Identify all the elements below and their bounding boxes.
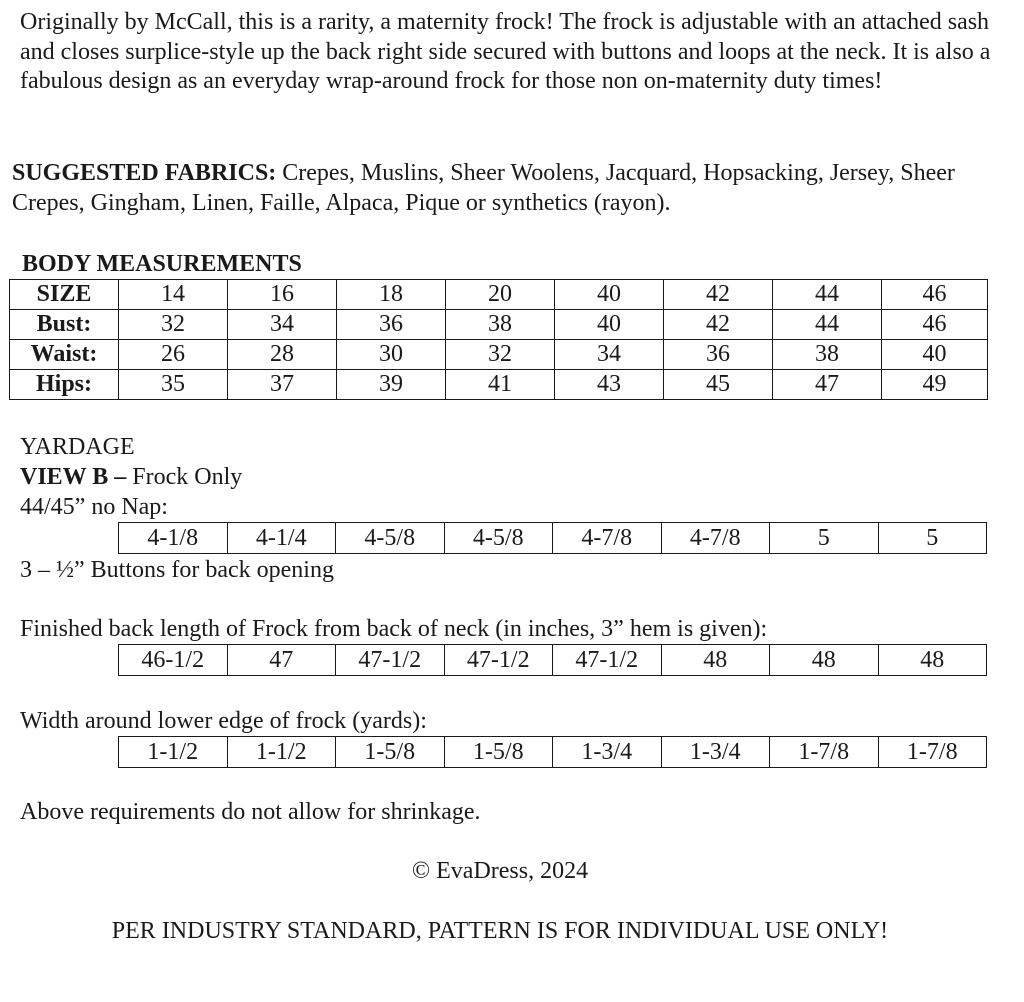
table-cell: 40 [555,310,664,340]
table-row [10,280,988,310]
table-cell: 47-1/2 [444,645,553,676]
hem-width-row [119,737,987,768]
back-length-label: Finished back length of Frock from back of neck (in inches, 3” hem is given): [20,616,768,642]
table-cell: 46-1/2 [119,645,228,676]
table-cell: 36 [664,340,773,370]
table-cell: 43 [555,370,664,400]
table-cell: 45 [664,370,773,400]
body-measurements-table [9,279,988,400]
view-text: Frock Only [126,464,243,490]
table-cell: 47-1/2 [553,645,662,676]
table-cell: 48 [878,645,987,676]
table-cell: 4-1/4 [227,523,336,554]
row-label: Bust: [10,310,119,340]
table-cell: 41 [446,370,555,400]
table-cell: 1-3/4 [661,737,770,768]
usage-disclaimer: PER INDUSTRY STANDARD, PATTERN IS FOR INDIVIDUAL USE ONLY! [111,918,889,944]
table-cell: 18 [337,280,446,310]
table-cell: 1-3/4 [553,737,662,768]
row-label: SIZE [10,280,119,310]
table-cell: 47 [773,370,882,400]
table-cell: 5 [770,523,879,554]
hem-width-table [118,736,987,768]
table-cell: 34 [228,310,337,340]
table-cell: 47 [227,645,336,676]
yardage-row [119,523,987,554]
fabric-width-label: 44/45” no Nap: [20,494,168,520]
view-heading [20,462,242,492]
table-cell: 1-5/8 [336,737,445,768]
table-cell: 32 [119,310,228,340]
row-label: Hips: [10,370,119,400]
table-cell: 40 [882,340,988,370]
description-paragraph: Originally by McCall, this is a rarity, a maternity frock! The frock is adjustable with an attached sash and closes surplice-style up the back right side secured with buttons and loops at the neck. It is also a fabulous design as an everyday wrap-around frock for those non on-maternity duty times! [20,9,991,94]
view-label: VIEW B – [20,464,127,490]
back-length-table [118,644,987,676]
table-cell: 46 [882,280,988,310]
table-cell: 4-7/8 [553,523,662,554]
copyright-notice: © EvaDress, 2024 [411,858,589,884]
yardage-table [118,522,987,554]
hem-width-label: Width around lower edge of frock (yards): [20,708,427,734]
table-cell: 1-7/8 [770,737,879,768]
row-label: Waist: [10,340,119,370]
table-cell: 46 [882,310,988,340]
shrinkage-note: Above requirements do not allow for shrinkage. [20,799,481,825]
table-cell: 4-5/8 [336,523,445,554]
table-cell: 1-1/2 [227,737,336,768]
yardage-title: YARDAGE [20,434,135,460]
table-cell: 30 [337,340,446,370]
table-cell: 44 [773,280,882,310]
back-length-row [119,645,987,676]
table-cell: 1-5/8 [444,737,553,768]
table-cell: 26 [119,340,228,370]
buttons-note: 3 – ½” Buttons for back opening [20,557,334,583]
table-cell: 32 [446,340,555,370]
table-cell: 34 [555,340,664,370]
table-cell: 4-7/8 [661,523,770,554]
table-cell: 20 [446,280,555,310]
table-cell: 14 [119,280,228,310]
table-cell: 36 [337,310,446,340]
table-cell: 38 [773,340,882,370]
table-cell: 49 [882,370,988,400]
table-cell: 44 [773,310,882,340]
table-cell: 42 [664,280,773,310]
table-cell: 48 [661,645,770,676]
table-row [10,370,988,400]
table-cell: 40 [555,280,664,310]
suggested-fabrics-text: Crepes, Muslins, Sheer Woolens, Jacquard, Hopsacking, Jersey, Sheer Crepes, Gingham, Linen, Faille, Alpaca, Pique or synthetics (rayon). [12,160,955,216]
suggested-fabrics [12,158,1012,218]
suggested-fabrics-label: SUGGESTED FABRICS: [12,160,277,186]
table-cell: 16 [228,280,337,310]
table-cell: 35 [119,370,228,400]
table-row [10,340,988,370]
table-cell: 39 [337,370,446,400]
table-cell: 1-7/8 [878,737,987,768]
table-cell: 4-1/8 [119,523,228,554]
table-cell: 37 [228,370,337,400]
table-cell: 48 [770,645,879,676]
table-cell: 42 [664,310,773,340]
table-cell: 47-1/2 [336,645,445,676]
table-cell: 4-5/8 [444,523,553,554]
table-cell: 28 [228,340,337,370]
body-measurements-title: BODY MEASUREMENTS [22,251,302,277]
table-cell: 38 [446,310,555,340]
table-row [10,310,988,340]
table-cell: 5 [878,523,987,554]
table-cell: 1-1/2 [119,737,228,768]
